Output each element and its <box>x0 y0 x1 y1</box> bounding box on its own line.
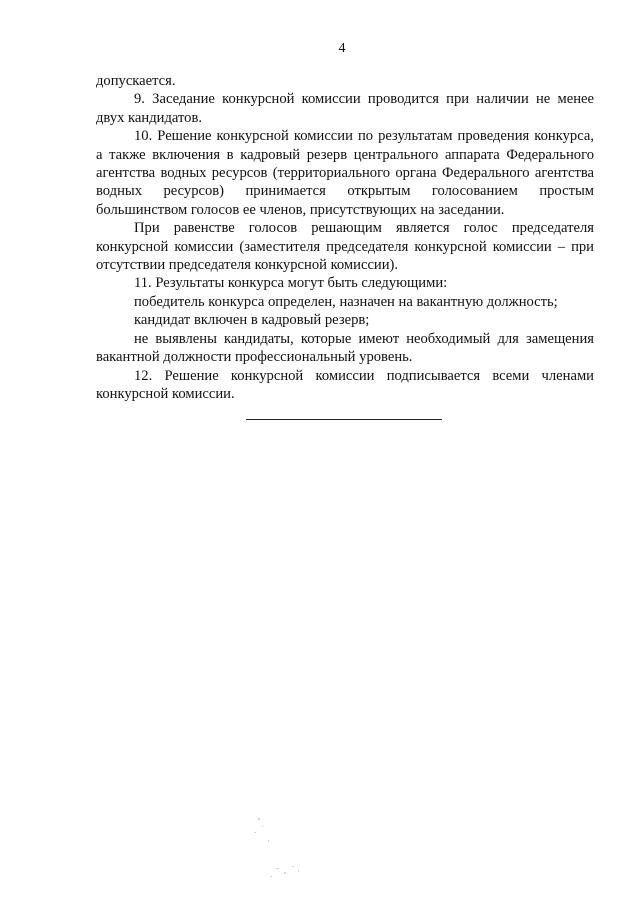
end-divider <box>246 419 442 420</box>
paragraph-item-11: 11. Результаты конкурса могут быть следующими: <box>134 275 448 292</box>
paragraph-item-12: 12. Решение конкурсной комиссии подписывается всеми членами конкурсной комиссии. <box>96 367 594 402</box>
paragraph-item-10: 10. Решение конкурсной комиссии по результатам проведения конкурса, а также включения в кадровый резерв центрального аппарата Федерального агентства водных ресурсов (территориального органа Федерального агентства водных ресурсов) принимается открытым голосованием простым большинством голосов ее членов, присутствующих на заседании. <box>96 128 594 218</box>
result-option-winner: победитель конкурса определен, назначен на вакантную должность; <box>134 293 558 310</box>
result-option-none: не выявлены кандидаты, которые имеют необходимый для замещения вакантной должности профессиональный уровень. <box>96 330 594 366</box>
result-option-reserve: кандидат включен в кадровый резерв; <box>134 312 370 329</box>
document-body <box>96 72 594 403</box>
page-number: 4 <box>338 41 346 56</box>
paragraph-item-9: 9. Заседание конкурсной комиссии проводится при наличии не менее двух кандидатов. <box>96 91 594 126</box>
paragraph-continuation: допускается. <box>96 73 176 89</box>
paragraph-tie-vote: При равенстве голосов решающим является голос председателя конкурсной комиссии (заместителя председателя конкурсной комиссии – при отсутствии председателя конкурсной комиссии). <box>96 220 594 274</box>
